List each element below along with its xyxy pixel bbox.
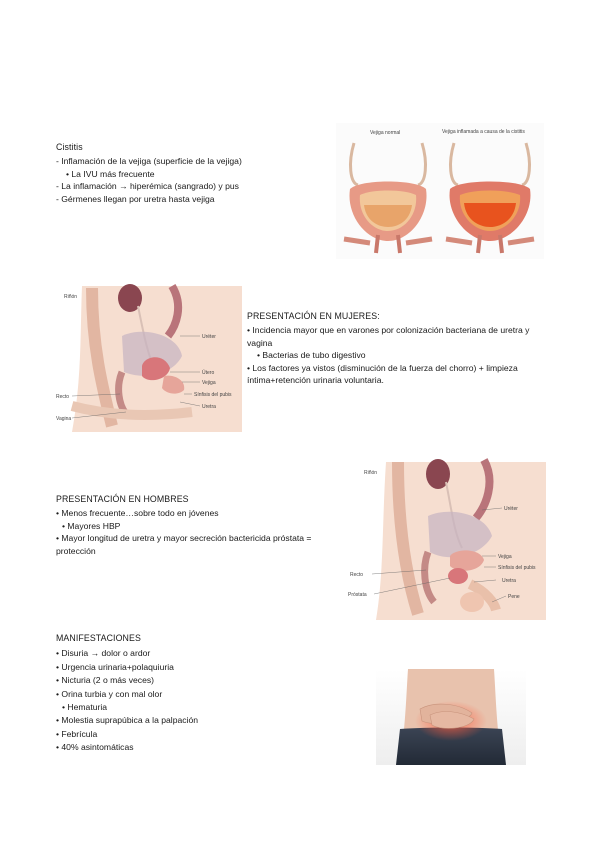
normal-bladder-illustration [344, 143, 432, 253]
hombres-item: • Mayores HBP [62, 520, 121, 531]
fig-label: Uréter [202, 334, 216, 340]
fig-label: Próstata [348, 592, 367, 598]
manifestaciones-item: • Orina turbia y con mal olor [56, 688, 163, 699]
fig-label: Uretra [502, 578, 516, 584]
mujeres-item: • Bacterias de tubo digestivo [257, 350, 366, 361]
mujeres-title: PRESENTACIÓN EN MUJERES: [247, 311, 380, 321]
fig-label: Vejiga [202, 380, 216, 386]
fig-label: Vejiga [498, 554, 512, 560]
manifestaciones-item: • Nicturia (2 o más veces) [56, 675, 155, 686]
fig-label: Vagina [56, 416, 72, 422]
cistitis-item: - Gérmenes llegan por uretra hasta vejiga [56, 193, 215, 204]
hombres-section [56, 493, 332, 557]
manifestaciones-title: MANIFESTACIONES [56, 633, 141, 643]
fig-label: Útero [202, 370, 215, 376]
manifestaciones-item: • Disuria → dolor o ardor [56, 648, 151, 659]
bladder-comparison-figure [336, 123, 544, 259]
manifestaciones-item: • Febrícula [56, 728, 98, 739]
manifestaciones-item: • 40% asintomáticas [56, 742, 134, 753]
fig-label: Uréter [504, 506, 518, 512]
fig-label: Riñón [64, 294, 78, 300]
cistitis-section [56, 141, 326, 205]
fig-label: Sínfisis del pubis [194, 392, 232, 398]
fig-label: Pene [508, 594, 520, 600]
mujeres-section [247, 310, 543, 386]
female-anatomy-figure [52, 276, 242, 432]
manifestaciones-item: • Molestia suprapúbica a la palpación [56, 715, 199, 726]
male-anatomy-figure [346, 452, 546, 620]
cistitis-item: • La IVU más frecuente [66, 168, 155, 179]
cistitis-item: - La inflamación → hiperémica (sangrado) y pus [56, 181, 239, 192]
label-vejiga-inflamada: Vejiga inflamada a causa de la cistitis [442, 129, 525, 135]
hombres-title: PRESENTACIÓN EN HOMBRES [56, 494, 189, 504]
inflamed-bladder-illustration [446, 143, 534, 253]
manifestaciones-item: • Hematuria [62, 702, 108, 713]
hombres-item: • Mayor longitud de uretra y mayor secreción bactericida próstata = protección [56, 533, 312, 556]
fig-label: Recto [350, 572, 364, 578]
mujeres-item: • Los factores ya vistos (disminución de la fuerza del chorro) + limpieza íntima+retención urinaria voluntaria. [247, 362, 518, 386]
label-vejiga-normal: Vejiga normal [370, 130, 401, 136]
fig-label: Sínfisis del pubis [498, 565, 536, 571]
prostate-shape [448, 568, 468, 584]
cistitis-item: - Inflamación de la vejiga (superficie de la vejiga) [56, 156, 242, 167]
fig-label: Riñón [364, 470, 378, 476]
manifestaciones-section [56, 632, 316, 755]
hombres-item: • Menos frecuente…sobre todo en jóvenes [56, 508, 219, 519]
cistitis-title: Cistitis [56, 142, 83, 152]
fig-label: Recto [56, 394, 70, 400]
manifestaciones-item: • Urgencia urinaria+polaquiuria [56, 661, 174, 672]
mujeres-item: • Incidencia mayor que en varones por colonización bacteriana de uretra y vagina [247, 325, 530, 348]
abdominal-pain-photo [376, 669, 526, 765]
fig-label: Uretra [202, 404, 216, 410]
